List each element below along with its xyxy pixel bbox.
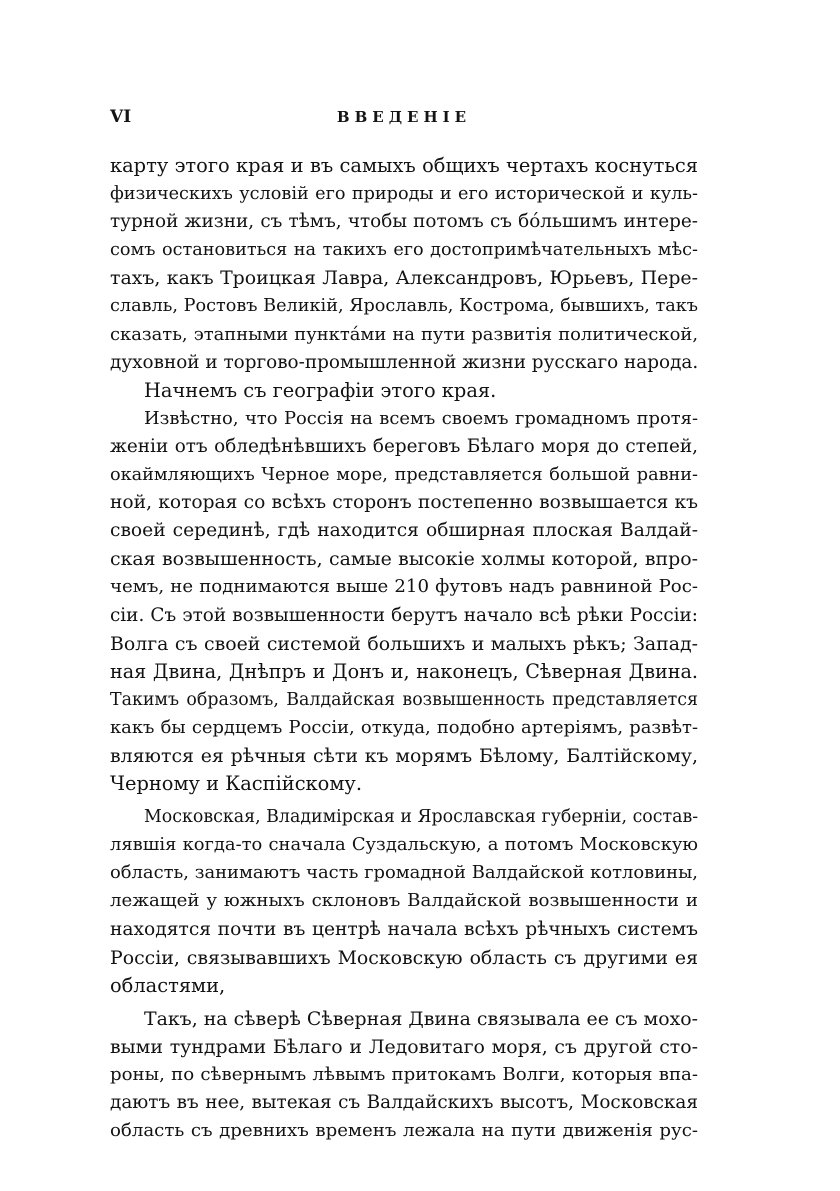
text-line: лежащей у южныхъ склоновъ Валдайской возвышенности и: [110, 890, 698, 912]
paragraph-4: [110, 803, 698, 1000]
text-line: роны, по сѣвернымъ лѣвымъ притокамъ Волги, которыя впа-: [110, 1064, 698, 1085]
text-line: Черному и Каспійскому.: [110, 772, 363, 796]
text-line: духовной и торгово-промышленной жизни русскаго народа.: [110, 351, 699, 373]
body-text: [110, 152, 698, 1145]
text-line: женіи отъ обледѣнѣвшихъ береговъ Бѣлаго моря до степей,: [110, 435, 698, 457]
text-line: сіи. Съ этой возвышенности берутъ начало всѣ рѣки Россіи:: [110, 604, 698, 626]
text-line: Московская, Владимірская и Ярославская губерніи, состав-: [144, 807, 699, 828]
text-line: Такъ, на сѣверѣ Сѣверная Двина связывала ее съ мохо-: [144, 1007, 698, 1030]
text-line: ская возвышенность, самые высокіе холмы которой, впро-: [110, 548, 698, 571]
text-line: область съ древнихъ временъ лежала на пути движенія рус-: [110, 1120, 698, 1142]
paragraph-2: [110, 377, 698, 405]
text-line: находятся почти въ центрѣ начала всѣхъ рѣчныхъ системъ: [110, 918, 698, 940]
text-line: лявшія когда-то сначала Суздальскую, а потомъ Московскую: [110, 834, 698, 856]
text-line: турной жизни, съ тѣмъ, чтобы потомъ съ бо́льшимъ интере-: [110, 211, 698, 233]
text-line: Такимъ образомъ, Валдайская возвышенность представляется: [110, 689, 698, 710]
text-line: ная Двина, Днѣпръ и Донъ и, наконецъ, Сѣверная Двина.: [110, 659, 698, 683]
text-line: какъ бы сердцемъ Россіи, откуда, подобно артеріямъ, развѣт-: [110, 716, 698, 738]
text-line: чемъ, не поднимаются выше 210 футовъ надъ равниной Рос-: [110, 576, 698, 598]
paragraph-5: [110, 1005, 698, 1145]
text-line: вляются ея рѣчныя сѣти къ морямъ Бѣлому, Балтійскому,: [110, 744, 698, 767]
text-line: Россіи, связывавшихъ Московскую область съ другими ея: [110, 946, 698, 969]
paragraph-3: [110, 405, 698, 798]
text-line: ной, которая со всѣхъ сторонъ постепенно возвышается къ: [110, 492, 698, 514]
text-line: даютъ въ нее, вытекая съ Валдайскихъ высотъ, Московская: [110, 1092, 698, 1114]
text-line: область, занимаютъ часть громадной Валдайской котловины,: [110, 862, 698, 884]
text-line: выми тундрами Бѣлаго и Ледовитаго моря, съ другой сто-: [110, 1035, 698, 1058]
text-line: сомъ остановиться на такихъ его достопримѣчательныхъ мѣс-: [110, 240, 698, 261]
text-line: карту этого края и въ самыхъ общихъ чертахъ коснуться: [110, 154, 698, 177]
text-line: славль, Ростовъ Великій, Ярославль, Кострома, бывшихъ, такъ: [110, 296, 698, 317]
text-line: окаймляющихъ Черное море, представляется большой равни-: [110, 465, 698, 486]
text-line: Начнемъ съ географіи этого края.: [144, 378, 497, 402]
paragraph-1: [110, 152, 698, 377]
section-title: ВВЕДЕНІЕ: [336, 108, 472, 126]
page-number: VI: [110, 107, 132, 127]
text-line: тахъ, какъ Троицкая Лавра, Александровъ, Юрьевъ, Пере-: [110, 267, 698, 290]
running-head: [110, 107, 698, 131]
text-line: сказать, этапными пунктáми на пути развитія политической,: [110, 323, 698, 345]
text-line: Извѣстно, что Россія на всемъ своемъ громадномъ протя-: [144, 407, 698, 429]
text-line: своей серединѣ, гдѣ находится обширная плоская Валдай-: [110, 520, 698, 542]
text-line: Волга съ своей системой большихъ и малыхъ рѣкъ; Запад-: [110, 632, 698, 655]
text-line: областями,: [110, 973, 226, 997]
text-line: физическихъ условій его природы и его исторической и куль-: [110, 184, 698, 205]
